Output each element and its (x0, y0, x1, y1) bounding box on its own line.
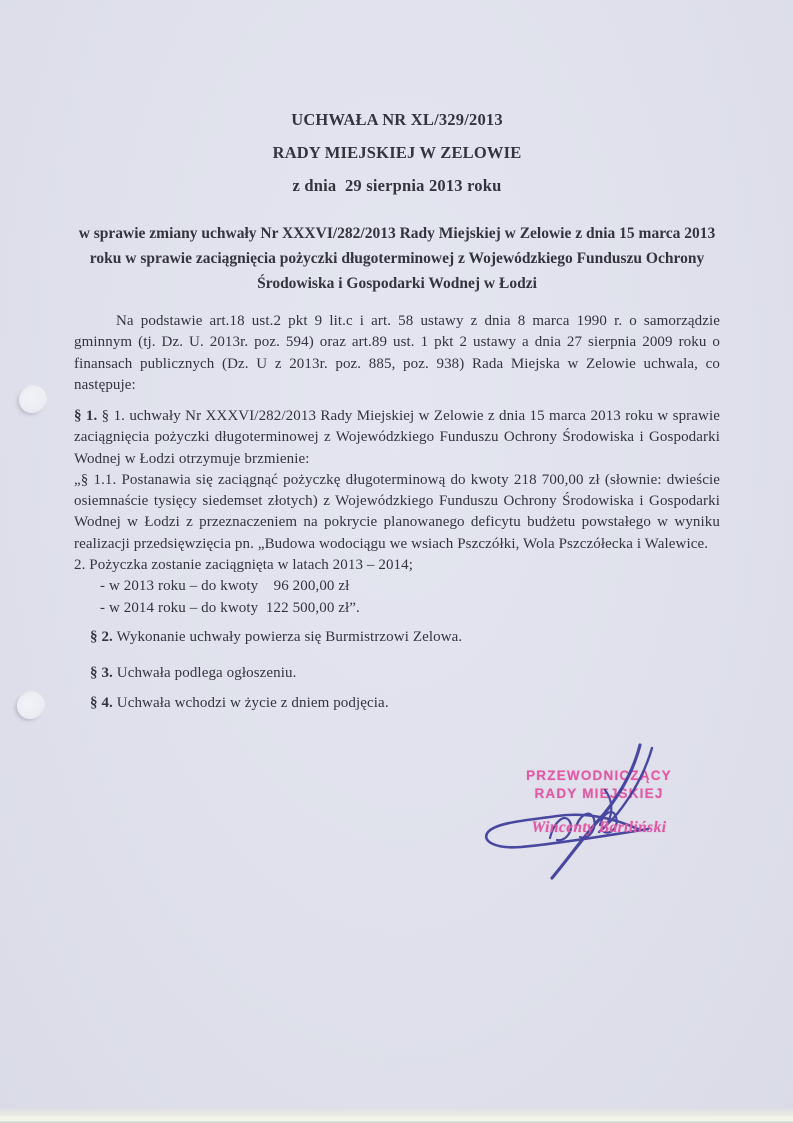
resolution-number-title: UCHWAŁA NR XL/329/2013 (291, 110, 503, 129)
legal-preamble: Na podstawie art.18 ust.2 pkt 9 lit.c i art. 58 ustawy z dnia 8 marca 1990 r. o samorządzie gminnym (tj. Dz. U. 2013r. poz. 594) oraz art.89 ust. 1 pkt 2 ustawy a dnia 27 sierpnia 2009 roku o finansach publicznych (Dz. U z 2013r. poz. 885, poz. 938) Rada Miejska w Zelowie uchwala, co następuje: (74, 313, 720, 393)
section-4 (74, 693, 736, 714)
section-3-label: § 3. (90, 665, 113, 681)
hole-punch-top (19, 387, 45, 413)
section-4-text: Uchwała wchodzi w życie z dniem podjęcia. (116, 695, 389, 711)
resolution-date-title: z dnia 29 sierpnia 2013 roku (292, 176, 502, 195)
section-1 (74, 406, 720, 619)
scan-bottom-edge (0, 1107, 793, 1123)
resolution-subject: w sprawie zmiany uchwały Nr XXXVI/282/2013 Rady Miejskiej w Zelowie z dnia 15 marca 2013 roku w sprawie zaciągnięcia pożyczki długoterminowej z Wojewódzkiego Funduszu Ochrony Środowiska i Gospodarki Wodnej w Łodzi (78, 225, 716, 292)
section-1-text: § 1. uchwały Nr XXXVI/282/2013 Rady Miejskiej w Zelowie z dnia 15 marca 2013 roku w sprawie zaciągnięcia pożyczki długoterminowej z Wojewódzkiego Funduszu Ochrony Środowiska i Gospodarki Wodnej w Łodzi otrzymuje brzmienie: (74, 408, 720, 467)
council-name-title: RADY MIEJSKIEJ W ZELOWIE (272, 143, 522, 162)
section-1-label: § 1. (74, 408, 98, 424)
loan-amount-2014: - w 2014 roku – do kwoty 122 500,00 zł”. (100, 599, 360, 616)
section-2-label: § 2. (90, 629, 113, 645)
section-2 (74, 627, 736, 648)
section-1-quote: „§ 1.1. Postanawia się zaciągnąć pożyczkę długoterminową do kwoty 218 700,00 zł (słownie: dwieście osiemnaście tysięcy siedemset złotych) z Wojewódzkiego Funduszu Ochrony Środowiska i Gospodarki Wodnej w Łodzi z przeznaczeniem na pokrycie planowanego deficytu budżetu powstałego w wyniku realizacji przedsięwzięcia pn. „Budowa wodociągu we wsiach Pszczółki, Wola Pszczółecka i Walewice. (74, 471, 720, 552)
section-3-text: Uchwała podlega ogłoszeniu. (116, 665, 297, 681)
section-1-item-2: 2. Pożyczka zostanie zaciągnięta w latach 2013 – 2014; (74, 557, 414, 574)
stamp-role-line-1: PRZEWODNICZĄCY (526, 768, 672, 783)
section-2-text: Wykonanie uchwały powierza się Burmistrzowi Zelowa. (116, 629, 463, 645)
section-1-paragraph (74, 406, 720, 470)
loan-amount-2013: - w 2013 roku – do kwoty 96 200,00 zł (100, 578, 350, 595)
stamp-role-line-2: RADY MIEJSKIEJ (534, 786, 664, 801)
hole-punch-bottom (17, 693, 43, 719)
section-3 (74, 663, 736, 684)
section-4-label: § 4. (90, 695, 113, 711)
signature-ink (455, 728, 695, 888)
signer-name-stamp: Wincenty Bartliński (531, 819, 667, 836)
